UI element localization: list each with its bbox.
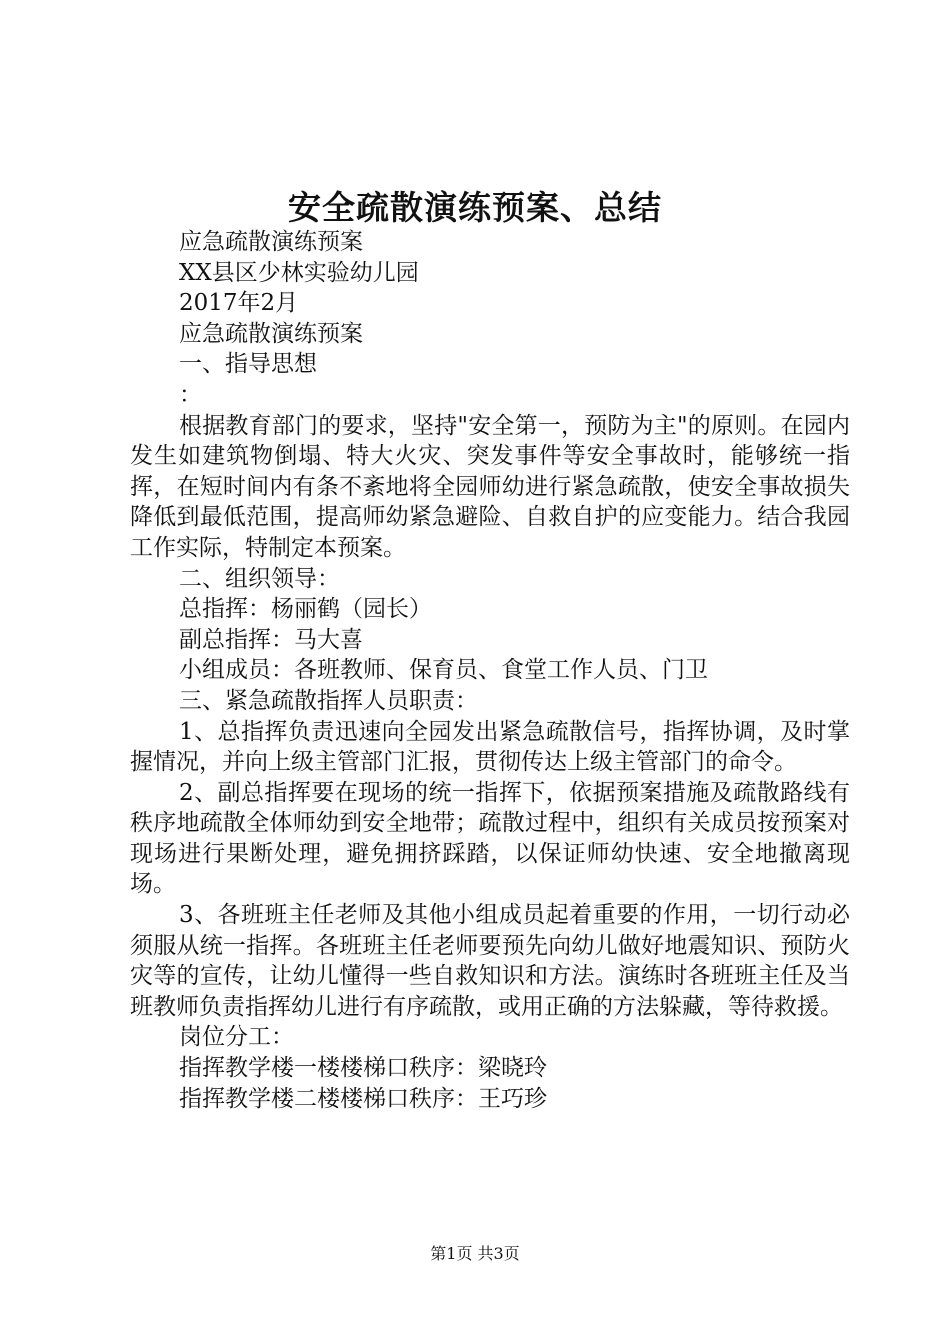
document-title: 安全疏散演练预案、总结 (288, 188, 662, 227)
section-heading-duties: 三、紧急疏散指挥人员职责： (179, 687, 478, 714)
document-body (130, 227, 850, 1114)
paragraph-position-1: 指挥教学楼一楼楼梯口秩序：梁晓玲 (179, 1055, 547, 1082)
paragraph-members: 小组成员：各班教师、保育员、食堂工作人员、门卫 (179, 657, 708, 684)
paragraph-subtitle: 应急疏散演练预案 (179, 229, 363, 255)
paragraph-duty-1: 1、总指挥负责迅速向全园发出紧急疏散信号，指挥协调，及时掌握情况，并向上级主管部门汇报，贯彻传达上级主管部门的命令。 (130, 718, 850, 776)
paragraph-commander: 总指挥：杨丽鹤（园长） (179, 596, 432, 623)
paragraph-duty-2: 2、副总指挥要在现场的统一指挥下，依据预案措施及疏散路线有秩序地疏散全体师幼到安全地带；疏散过程中，组织有关成员按预案对现场进行果断处理，避免拥挤踩踏，以保证师幼快速、安全地撤离现场。 (130, 779, 850, 898)
page-number-footer: 第1页 共3页 (430, 1244, 520, 1263)
section-heading-positions: 岗位分工： (179, 1024, 294, 1051)
paragraph-heading: 应急疏散演练预案 (179, 320, 363, 347)
paragraph-guiding-idea: 根据教育部门的要求，坚持"安全第一，预防为主"的原则。在园内发生如建筑物倒塌、特大火灾、突发事件等安全事故时，能够统一指挥，在短时间内有条不紊地将全园师幼进行紧急疏散，使安全事故损失降低到最低范围，提高师幼紧急避险、自救自护的应变能力。结合我园工作实际，特制定本预案。 (130, 412, 850, 561)
paragraph-position-2: 指挥教学楼二楼楼梯口秩序：王巧珍 (179, 1085, 547, 1112)
paragraph-deputy-commander: 副总指挥：马大喜 (179, 626, 363, 653)
paragraph-colon: ： (179, 381, 202, 408)
paragraph-date: 2017年2月 (179, 290, 299, 317)
section-heading-organization: 二、组织领导： (179, 565, 340, 592)
paragraph-duty-3: 3、各班班主任老师及其他小组成员起着重要的作用，一切行动必须服从统一指挥。各班班主任老师要预先向幼儿做好地震知识、预防火灾等的宣传，让幼儿懂得一些自救知识和方法。演练时各班班主任及当班教师负责指挥幼儿进行有序疏散，或用正确的方法躲藏，等待救援。 (130, 902, 850, 1020)
paragraph-school: XX县区少林实验幼儿园 (179, 259, 419, 286)
section-heading-guiding-idea: 一、指导思想 (179, 351, 317, 378)
